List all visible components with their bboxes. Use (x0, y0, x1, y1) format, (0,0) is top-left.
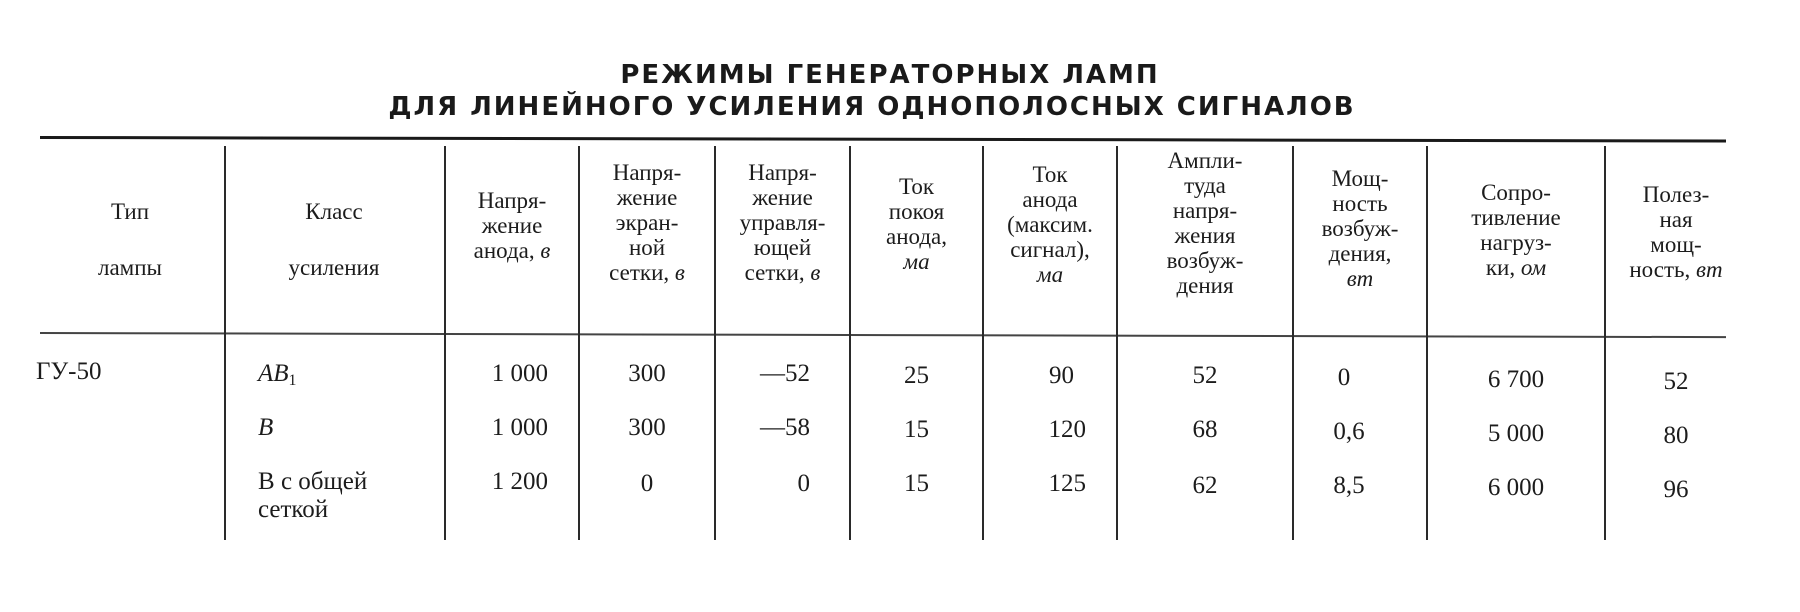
table-row-3-idle-current: 15 (904, 470, 929, 497)
table-row-3-output-power: 96 (1663, 476, 1689, 503)
header-control-grid-voltage: Напря- жение управля- ющей сетки, в (739, 160, 826, 285)
table-row-2-load-resistance: 5 000 (1487, 420, 1545, 447)
table-row-2-max-current: 120 (1048, 416, 1086, 443)
header-drive-power: Мощ- ность возбуж- дения, вт (1321, 166, 1399, 291)
header-rule (40, 332, 1726, 338)
table-row-1-screen-voltage: 300 (628, 360, 666, 387)
table-row-2-output-power: 80 (1663, 422, 1689, 449)
header-drive-amplitude: Ампли- туда напря- жения возбуж- дения (1166, 148, 1244, 298)
table-row-3-anode-voltage: 1 200 (491, 468, 548, 495)
table-row-3-grid-voltage: 0 (797, 470, 810, 497)
table-row-1-idle-current: 25 (904, 362, 929, 389)
table-row-2-anode-voltage: 1 000 (491, 414, 548, 441)
header-amplification-class: Класс усиления (288, 199, 380, 280)
lamp-type-cell: ГУ-50 (36, 358, 102, 385)
table-title-line-1: РЕЖИМЫ ГЕНЕРАТОРНЫХ ЛАМП (620, 60, 1160, 90)
table-row-1-grid-voltage: —52 (760, 360, 810, 387)
header-load-resistance: Сопро- тивление нагруз- ки, ом (1471, 180, 1561, 280)
table-row-3-max-current: 125 (1048, 470, 1086, 497)
table-row-3-drive-power: 8,5 (1333, 472, 1365, 499)
table-row-1-output-power: 52 (1663, 368, 1689, 395)
table-row-2-class: B (258, 414, 274, 441)
table-row-1-drive-power: 0 (1337, 364, 1351, 391)
table-row-1-load-resistance: 6 700 (1487, 366, 1545, 393)
table-row-2-screen-voltage: 300 (628, 414, 666, 441)
table-title-line-2: ДЛЯ ЛИНЕЙНОГО УСИЛЕНИЯ ОДНОПОЛОСНЫХ СИГНАЛОВ (388, 92, 1356, 122)
table-row-2-grid-voltage: —58 (760, 414, 810, 441)
header-output-power: Полез- ная мощ- ность, вт (1629, 182, 1723, 282)
table-row-1-anode-voltage: 1 000 (491, 360, 548, 387)
table-row-2-idle-current: 15 (904, 416, 929, 443)
header-screen-grid-voltage: Напря- жение экран- ной сетки, в (609, 160, 685, 285)
header-anode-voltage: Напря- жение анода, в (473, 188, 551, 263)
table-row-3-class: B с общей сеткой (258, 468, 368, 523)
header-max-anode-current: Ток анода (максим. сигнал), ма (1007, 162, 1093, 287)
table-row-2-drive-amplitude: 68 (1192, 416, 1218, 443)
table-row-1-class: $AB_1$ (258, 360, 297, 389)
table-row-3-drive-amplitude: 62 (1192, 472, 1218, 499)
top-rule (40, 136, 1726, 143)
table-row-3-load-resistance: 6 000 (1487, 474, 1545, 501)
table-row-1-max-current: 90 (1049, 362, 1074, 389)
header-idle-anode-current: Ток покоя анода, ма (885, 174, 947, 274)
table-row-3-screen-voltage: 0 (640, 470, 654, 497)
table-row-1-drive-amplitude: 52 (1192, 362, 1218, 389)
header-lamp-type: Тип лампы (97, 199, 162, 280)
table-row-2-drive-power: 0,6 (1333, 418, 1365, 445)
